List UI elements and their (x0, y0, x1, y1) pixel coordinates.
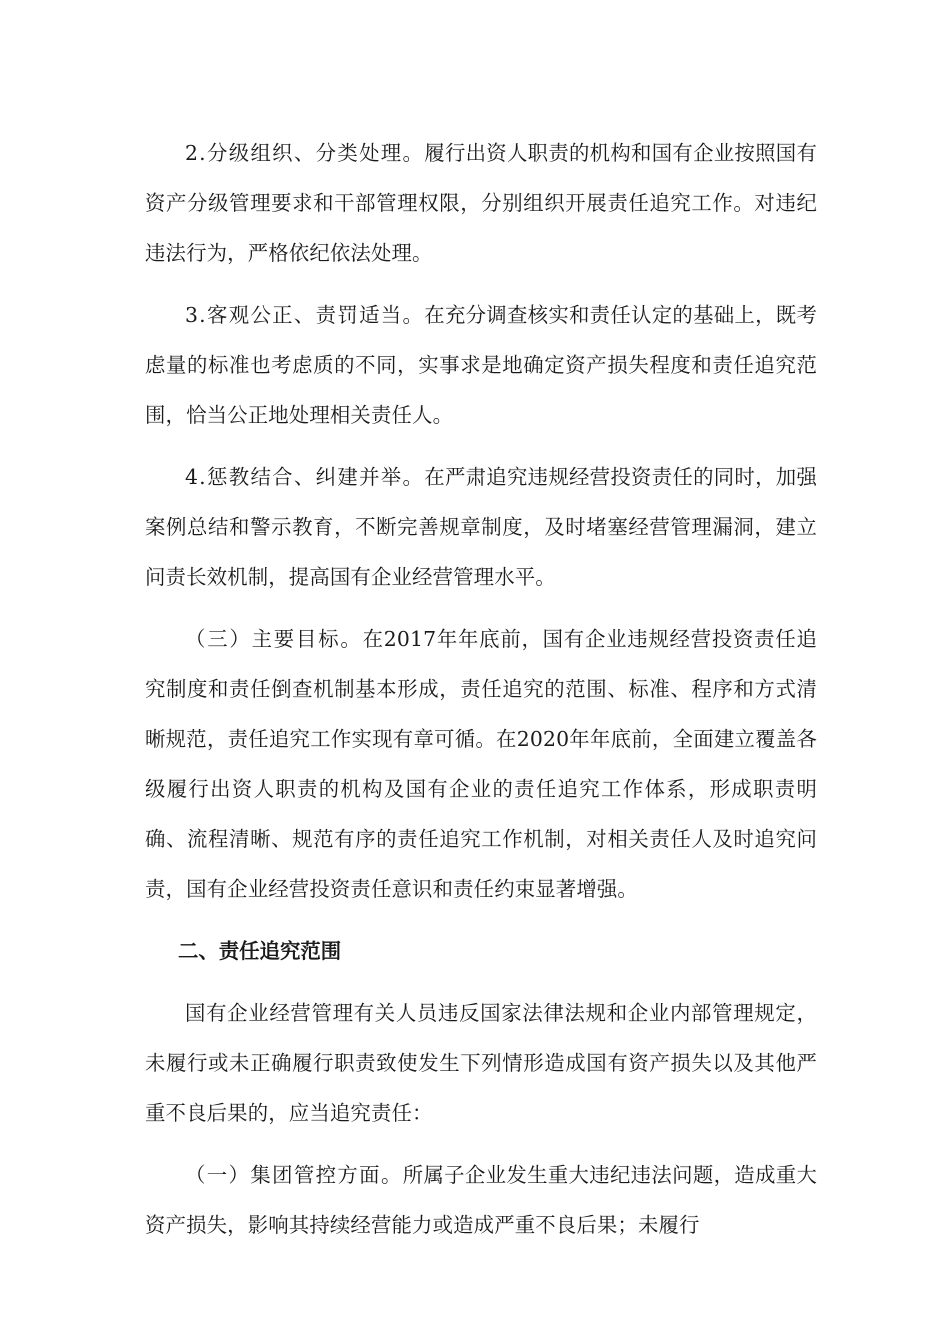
paragraph-main-goals (145, 614, 817, 914)
paragraph-lead: （一）集团管控方面。 (185, 1163, 403, 1187)
paragraph-lead: 4.惩教结合、纠建并举。 (185, 465, 425, 489)
paragraph-lead: 3.客观公正、责罚适当。 (185, 303, 425, 327)
paragraph-lead: 2.分级组织、分类处理。 (185, 141, 425, 165)
paragraph-principle-3 (145, 290, 817, 440)
paragraph-text: 履行出资人职责的机构和国有企业按照国有资产分级管理要求和干部管理权限，分别组织开展责任追究工作。对违纪违法行为，严格依纪依法处理。 (145, 141, 817, 265)
paragraph-principle-2 (145, 128, 817, 278)
paragraph-text: 在充分调查核实和责任认定的基础上，既考虑量的标准也考虑质的不同，实事求是地确定资产损失程度和责任追究范围，恰当公正地处理相关责任人。 (145, 303, 817, 427)
section-heading: 二、责任追究范围 (178, 939, 342, 963)
paragraph-principle-4 (145, 452, 817, 602)
document-body (145, 128, 817, 1262)
paragraph-group-control (145, 1150, 817, 1250)
section-intro-paragraph: 国有企业经营管理有关人员违反国家法律法规和企业内部管理规定，未履行或未正确履行职责致使发生下列情形造成国有资产损失以及其他严重不良后果的，应当追究责任： (145, 1001, 817, 1125)
paragraph-lead: （三）主要目标。 (185, 627, 363, 651)
paragraph-text: 所属子企业发生重大违纪违法问题，造成重大资产损失，影响其持续经营能力或造成严重不良后果；未履行 (145, 1163, 818, 1237)
paragraph-text: 在2017年年底前，国有企业违规经营投资责任追究制度和责任倒查机制基本形成，责任追究的范围、标准、程序和方式清晰规范，责任追究工作实现有章可循。在2020年年底前，全面建立覆盖各级履行出资人职责的机构及国有企业的责任追究工作体系，形成职责明确、流程清晰、规范有序的责任追究工作机制，对相关责任人及时追究问责，国有企业经营投资责任意识和责任约束显著增强。 (145, 627, 817, 901)
paragraph-text: 在严肃追究违规经营投资责任的同时，加强案例总结和警示教育，不断完善规章制度，及时堵塞经营管理漏洞，建立问责长效机制，提高国有企业经营管理水平。 (145, 465, 817, 589)
